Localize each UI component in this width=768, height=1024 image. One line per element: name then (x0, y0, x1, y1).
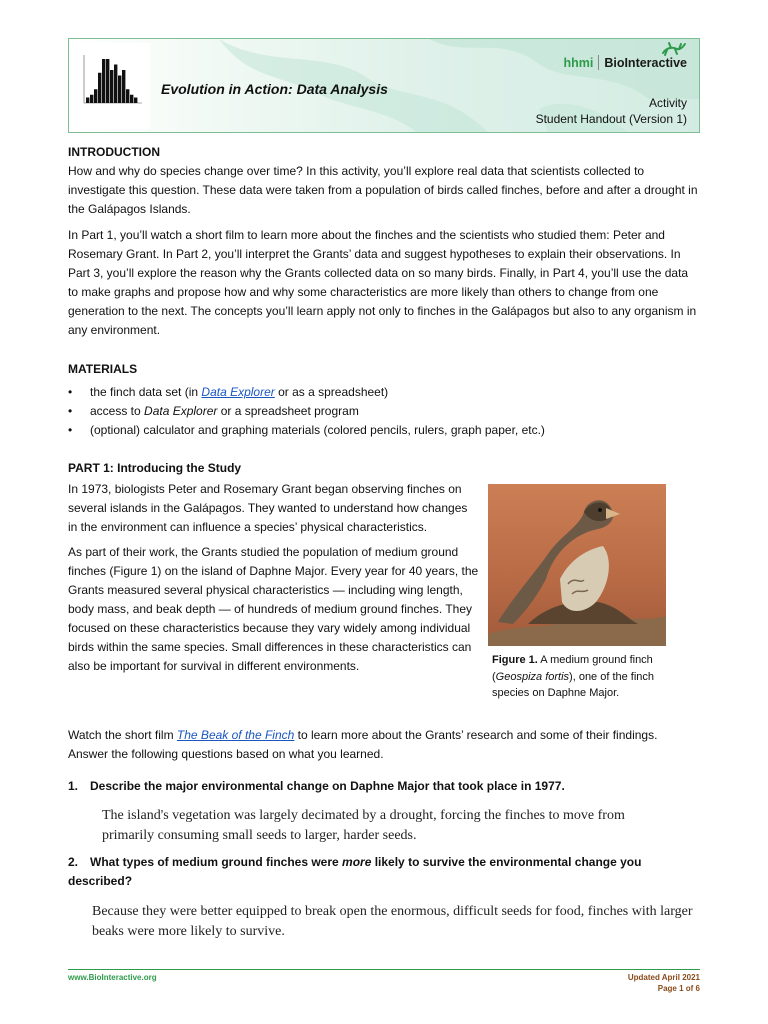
thumb-bar (110, 70, 113, 103)
data-explorer-link[interactable]: Data Explorer (201, 385, 275, 399)
footer-url: www.BioInteractive.org (68, 973, 157, 982)
film-instruction: Watch the short film The Beak of the Finch to learn more about the Grants’ research and some of their findings. Answer the following questions based on what you learned. (68, 728, 658, 761)
question-2: 2. What types of medium ground finches were more likely to survive the environmental change you described? (68, 855, 642, 888)
materials-item: • access to Data Explorer or a spreadsheet program (68, 402, 700, 421)
part1-paragraph-2: As part of their work, the Grants studied the population of medium ground finches (Figure 1) on the island of Daphne Major. Every year for 40 years, the Grants measured several physical characteristics — including wing length, body mass, and beak depth — of hundreds of medium ground finches. They focused on these characteristics because they vary widely among individual birds within the same species. Small differences in these characteristics can also be important for survival in different environments. (68, 545, 479, 673)
part1-section (68, 459, 480, 676)
question-1: 1. Describe the major environmental change on Daphne Major that took place in 1977. (68, 779, 565, 793)
biointeractive-wordmark: BioInteractive (604, 55, 687, 70)
doc-type: Activity (648, 96, 687, 110)
header-banner (68, 38, 700, 133)
part1-heading: PART 1: Introducing the Study (68, 461, 242, 475)
histogram-thumbnail (72, 43, 150, 129)
beak-of-the-finch-link[interactable]: The Beak of the Finch (176, 728, 295, 742)
finch-photo (488, 484, 666, 646)
thumb-bar (118, 76, 121, 104)
figure-1-caption: Figure 1. A medium ground finch (Geospiza fortis), one of the finch species on Daphne Major. (492, 654, 655, 699)
questions-section (68, 777, 700, 942)
footer-meta (628, 972, 700, 994)
thumb-bar (86, 98, 89, 104)
introduction-section (68, 143, 700, 340)
intro-paragraph-2: In Part 1, you’ll watch a short film to learn more about the finches and the scientists who studied them: Peter and Rosemary Grant. In Part 2, you’ll interpret the Grants’ data and suggest hypotheses to explain their observations. In Part 3, you’ll explore the reason why the Grants collected data on so many birds. Finally, in Part 4, you’ll use the data to make graphs and propose how and why some characteristics are more likely than others to change from one generation to the next. The concepts you’ll learn apply not only to finches in the Galápagos but also to any organism in any environment. (68, 228, 697, 337)
intro-paragraph-1: How and why do species change over time? In this activity, you’ll explore real data that scientists collected to investigate this question. These data were taken from a population of birds called finches, before and after a drought in the Galápagos Islands. (68, 164, 698, 216)
materials-item: • the finch data set (in Data Explorer or as a spreadsheet) (68, 383, 700, 402)
doc-version: Student Handout (Version 1) (535, 112, 687, 126)
document-title: Evolution in Action: Data Analysis (161, 81, 388, 97)
page-number: Page 1 of 6 (657, 984, 700, 993)
introduction-heading: INTRODUCTION (68, 145, 160, 159)
materials-item: • (optional) calculator and graphing materials (colored pencils, rulers, graph paper, etc.) (68, 421, 700, 440)
answer-1[interactable]: The island's vegetation was largely decimated by a drought, forcing the finches to move from primarily consuming small seeds to larger, harder seeds. (102, 808, 625, 843)
hhmi-wordmark: hhmi (563, 55, 594, 70)
materials-list (68, 383, 700, 440)
thumb-bar (122, 70, 125, 103)
thumb-bar (94, 89, 97, 103)
footer-rule (68, 969, 700, 970)
part1-paragraph-1: In 1973, biologists Peter and Rosemary Grant began observing finches on several islands in the Galápagos. They wanted to understand how changes in the environment can influence a species’ physical characteristics. (68, 482, 468, 534)
materials-section (68, 360, 700, 440)
thumb-bar (114, 65, 117, 104)
thumb-bar (134, 98, 137, 104)
thumb-bar (126, 89, 129, 103)
answer-2[interactable]: Because they were better equipped to break open the enormous, difficult seeds for food, finches with larger beaks were more likely to survive. (92, 904, 693, 939)
thumb-bar (130, 95, 133, 103)
updated-date: Updated April 2021 (627, 973, 700, 982)
document-meta (536, 95, 687, 127)
thumb-bar (106, 59, 109, 103)
thumb-bar (90, 95, 93, 103)
materials-heading: MATERIALS (68, 362, 138, 376)
thumb-bar (98, 73, 101, 103)
logo-divider (598, 55, 599, 70)
thumb-bar (102, 59, 105, 103)
biointeractive-logo (563, 55, 687, 70)
